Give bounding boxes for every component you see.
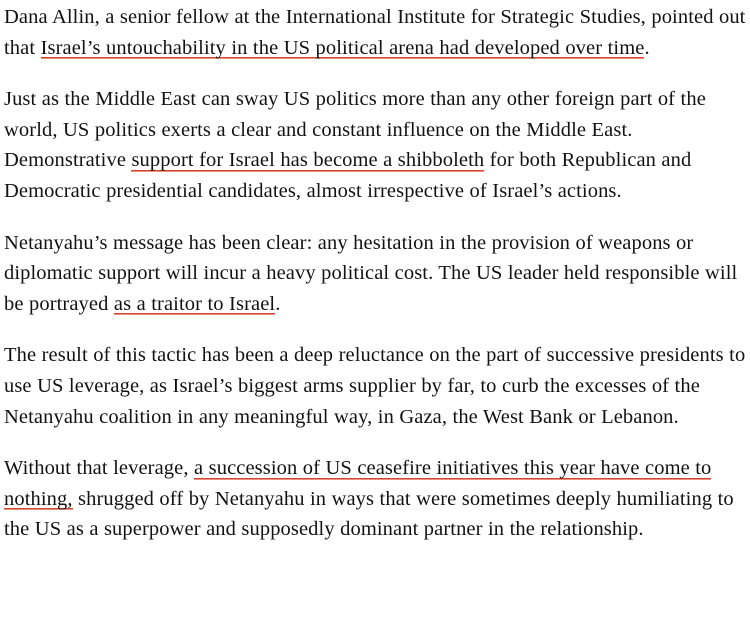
paragraph — [4, 340, 746, 432]
highlighted-text: Israel’s untouchability in the US political arena had developed over time — [40, 36, 645, 59]
text-run: shrugged off by Netanyahu in ways that were sometimes deeply humiliating to the US as a superpower and supposedly dominant partner in the relationship. — [4, 487, 734, 541]
text-run: . — [644, 36, 650, 59]
text-run: Just as the Middle East can sway US politics more than any other foreign part of the world, US politics exerts a clear and constant influence on the Middle East. Demonstrative — [4, 88, 706, 172]
text-run: . — [275, 292, 281, 315]
paragraph — [4, 228, 746, 320]
text-run: Netanyahu’s message has been clear: any hesitation in the provision of weapons or diplomatic support will incur a heavy political cost. The US leader held responsible will be portrayed — [4, 231, 738, 315]
highlighted-text: a succession of US ceasefire initiatives this year have come to nothing, — [4, 457, 712, 510]
paragraph — [4, 2, 746, 63]
text-run: The result of this tactic has been a deep reluctance on the part of successive presidents to use US leverage, as Israel’s biggest arms supplier by far, to curb the excesses of the Netanyahu coalition in any meaningful way, in Gaza, the West Bank or Lebanon. — [4, 344, 746, 428]
paragraph — [4, 84, 746, 206]
text-run: Dana Allin, a senior fellow at the International Institute for Strategic Studies, pointed out that — [4, 6, 746, 59]
highlighted-text: support for Israel has become a shibboleth — [131, 149, 485, 172]
highlighted-text: as a traitor to Israel — [113, 292, 276, 315]
text-run: for both Republican and Democratic presidential candidates, almost irrespective of Israel’s actions. — [4, 149, 692, 202]
paragraph — [4, 453, 746, 545]
text-run: Without that leverage, — [4, 457, 194, 480]
